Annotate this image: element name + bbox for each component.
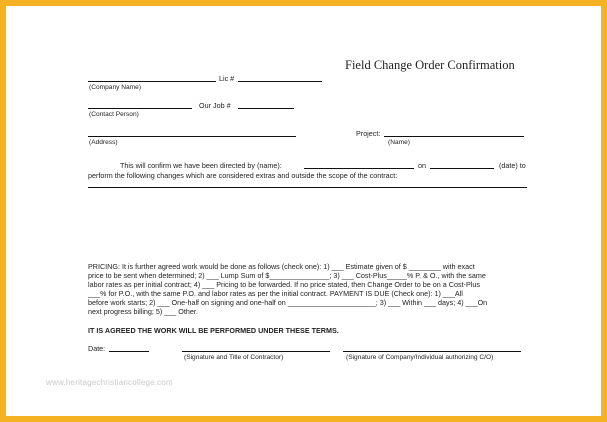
date-line[interactable] xyxy=(109,351,149,352)
lic-label: Lic # xyxy=(219,74,235,83)
address-label: (Address) xyxy=(89,139,118,146)
changes-line[interactable] xyxy=(88,187,527,188)
confirm-text: This will confirm we have been directed by (name): xyxy=(120,161,282,170)
pricing-text-3: labor rates as per initial contract; 4) ___ Pricing to be forwarded. If no price stated, then Change Order to be on a Cost-Plus xyxy=(88,280,480,289)
company-name-line[interactable] xyxy=(88,81,216,82)
project-name-label: (Name) xyxy=(388,139,410,146)
watermark-text: www.heritagechristiancollege.com xyxy=(46,378,173,387)
contact-person-line[interactable] xyxy=(88,108,192,109)
confirm-date-line[interactable] xyxy=(430,168,494,169)
lic-line[interactable] xyxy=(238,81,322,82)
company-signature-line[interactable] xyxy=(343,351,521,352)
address-line[interactable] xyxy=(88,136,296,137)
confirm-text-line2: perform the following changes which are considered extras and outside the scope of the contract: xyxy=(88,171,398,180)
project-label: Project: xyxy=(356,129,381,138)
directed-by-line[interactable] xyxy=(304,168,414,169)
document-page xyxy=(12,12,607,422)
contact-person-label: (Contact Person) xyxy=(89,111,139,118)
our-job-line[interactable] xyxy=(238,108,294,109)
contractor-signature-line[interactable] xyxy=(182,351,330,352)
project-line[interactable] xyxy=(384,136,524,137)
company-signature-label: (Signature of Company/Individual authorizing C/O) xyxy=(346,354,494,361)
document-title: Field Change Order Confirmation xyxy=(345,58,515,72)
confirm-on-text: on xyxy=(418,161,426,170)
pricing-text-2: price to be sent when determined; 2) ___ Lump Sum of $_______________; 3) ___ Cost-Plus_____% P. & O., with the same xyxy=(88,271,486,280)
date-label: Date: xyxy=(88,344,106,353)
pricing-text-6: next progress billing; 5) ___ Other. xyxy=(88,307,198,316)
our-job-label: Our Job # xyxy=(199,101,231,110)
contractor-signature-label: (Signature and Title of Contractor) xyxy=(184,354,284,361)
pricing-text-4: ___% for P.O., with the same P.O. and labor rates as per the initial contract. PAYMENT IS DUE (Check one): 1) ___All xyxy=(88,289,463,298)
company-name-label: (Company Name) xyxy=(89,84,142,91)
pricing-text-1: PRICING: It is further agreed work would be done as follows (check one): 1) ___ Estimate given of $ ________ with exact xyxy=(88,262,475,271)
pricing-text-5: before work starts; 2) ___ One-half on signing and one-half on ______________________; 3) ___ Within ___ days; 4) ___On xyxy=(88,298,488,307)
confirm-date-text: (date) to xyxy=(499,161,526,170)
agreed-statement: IT IS AGREED THE WORK WILL BE PERFORMED UNDER THESE TERMS. xyxy=(88,326,339,335)
